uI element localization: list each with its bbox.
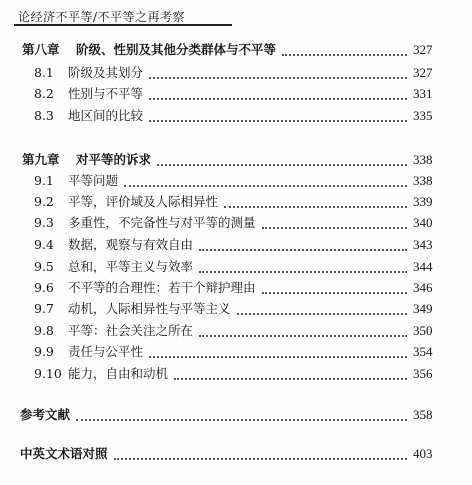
dot-leader xyxy=(76,399,407,421)
entry-number: 第九章 xyxy=(22,152,60,167)
entry-page-number: 343 xyxy=(413,237,433,252)
entry-number: 9.9 xyxy=(34,344,54,359)
dot-leader xyxy=(124,165,407,187)
entry-number: 8.1 xyxy=(34,65,54,80)
dot-leader xyxy=(199,229,407,251)
entry-page-number: 354 xyxy=(413,344,433,359)
dot-leader xyxy=(149,78,407,100)
entry-number: 9.7 xyxy=(34,301,54,316)
entry-page-number: 344 xyxy=(413,259,433,274)
entry-number: 8.3 xyxy=(34,108,54,123)
entry-number: 9.4 xyxy=(34,237,54,252)
entry-number: 9.8 xyxy=(34,323,54,338)
back-matter-entry[interactable] xyxy=(0,444,472,464)
entry-number: 9.3 xyxy=(34,215,54,230)
entry-number: 9.10 xyxy=(34,366,62,381)
entry-page-number: 403 xyxy=(413,446,433,461)
dot-leader xyxy=(114,438,407,460)
dot-leader xyxy=(149,336,407,358)
back-matter-entry[interactable] xyxy=(0,405,472,425)
entry-page-number: 335 xyxy=(413,108,433,123)
entry-title: 数据，观察与有效自由 xyxy=(68,237,194,252)
section-entry[interactable] xyxy=(0,106,472,126)
header-rule xyxy=(14,24,232,26)
entry-number: 9.2 xyxy=(34,194,54,209)
entry-title: 阶级、性别及其他分类群体与不平等 xyxy=(76,42,277,57)
dot-leader xyxy=(282,34,407,56)
entry-title: 责任与公平性 xyxy=(68,344,144,359)
entry-page-number: 339 xyxy=(413,194,433,209)
entry-title: 中英文术语对照 xyxy=(20,446,108,461)
entry-number: 9.5 xyxy=(34,259,54,274)
entry-page-number: 327 xyxy=(413,42,433,57)
entry-title: 平等，评价域及人际相异性 xyxy=(68,194,219,209)
entry-page-number: 340 xyxy=(413,215,433,230)
entry-page-number: 358 xyxy=(413,407,433,422)
dot-leader xyxy=(157,144,407,166)
entry-title: 能力，自由和动机 xyxy=(68,366,169,381)
entry-title: 地区间的比较 xyxy=(68,108,144,123)
dot-leader xyxy=(149,57,407,79)
running-header: 论经济不平等/不平等之再考察 xyxy=(18,10,186,24)
entry-page-number: 346 xyxy=(413,280,433,295)
entry-title: 参考文献 xyxy=(20,407,71,422)
entry-title: 平等问题 xyxy=(68,173,119,188)
entry-title: 多重性，不完备性与对平等的测量 xyxy=(68,215,256,230)
entry-title: 对平等的诉求 xyxy=(76,152,152,167)
entry-number: 9.1 xyxy=(34,173,54,188)
section-entry[interactable] xyxy=(0,364,472,384)
entry-number: 8.2 xyxy=(34,86,54,101)
entry-page-number: 356 xyxy=(413,366,433,381)
dot-leader xyxy=(237,293,407,315)
dot-leader xyxy=(262,272,407,294)
entry-page-number: 327 xyxy=(413,65,433,80)
entry-number: 9.6 xyxy=(34,280,54,295)
dot-leader xyxy=(149,100,407,122)
dot-leader xyxy=(199,315,407,337)
entry-title: 性别与不平等 xyxy=(68,86,144,101)
entry-page-number: 350 xyxy=(413,323,433,338)
entry-page-number: 338 xyxy=(413,173,433,188)
entry-title: 不平等的合理性：若干个辩护理由 xyxy=(68,280,256,295)
entry-number: 第八章 xyxy=(22,42,60,57)
entry-page-number: 349 xyxy=(413,301,433,316)
entry-title: 动机，人际相异性与平等主义 xyxy=(68,301,231,316)
entry-page-number: 338 xyxy=(413,152,433,167)
entry-title: 总和，平等主义与效率 xyxy=(68,259,194,274)
entry-title: 阶级及其划分 xyxy=(68,65,144,80)
dot-leader xyxy=(262,207,407,229)
entry-title: 平等：社会关注之所在 xyxy=(68,323,194,338)
dot-leader xyxy=(224,186,407,208)
entry-page-number: 331 xyxy=(413,86,433,101)
dot-leader xyxy=(199,251,407,273)
dot-leader xyxy=(174,358,407,380)
